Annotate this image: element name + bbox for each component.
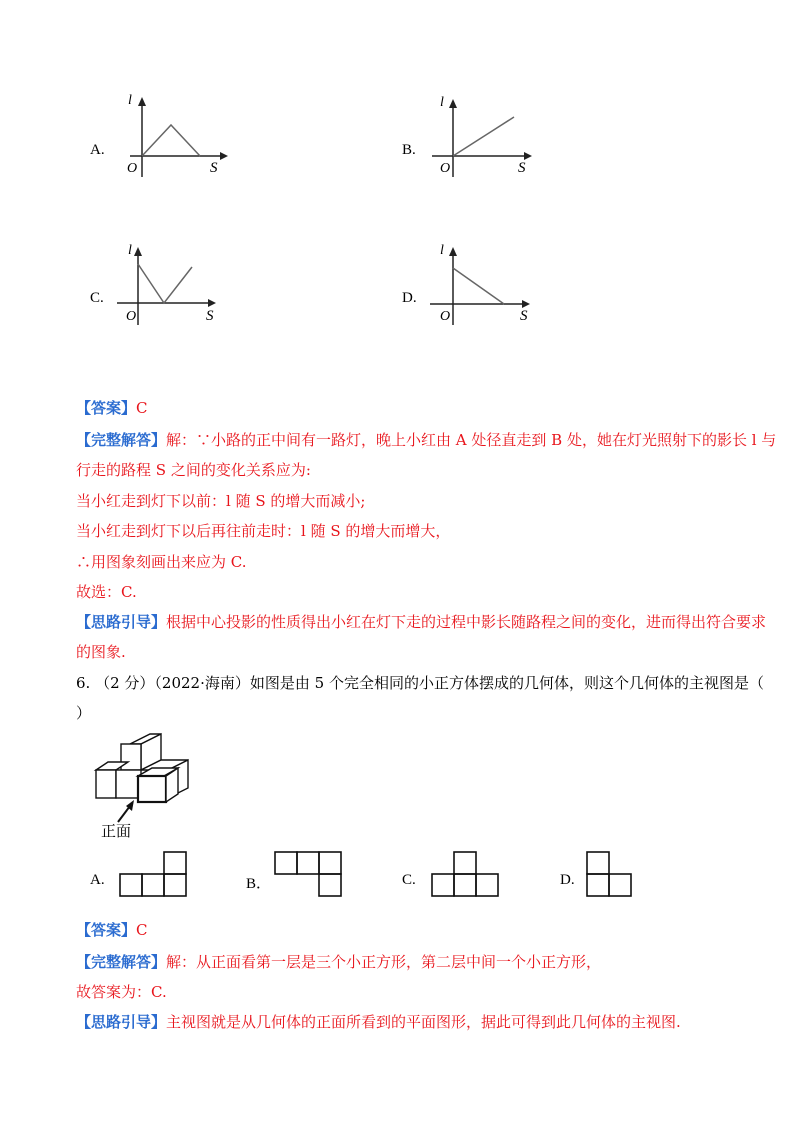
- option-c-label: C.: [90, 290, 104, 306]
- question-score: （2 分）: [95, 674, 155, 692]
- hint-text: 根据中心投影的性质得出小红在灯下走的过程中影长随路程之间的变化，进而得出符合要求: [166, 613, 767, 631]
- q6-option-b-figure: [273, 850, 345, 900]
- q5-solution-line-2: 行走的路程 S 之间的变化关系应为:: [76, 461, 311, 479]
- q6-option-a-figure: [118, 850, 190, 900]
- x-axis-label: S: [206, 308, 214, 324]
- q5-solution-line-4: 当小红走到灯下以后再往前走时：l 随 S 的增大而增大，: [76, 522, 451, 540]
- origin-label: O: [127, 161, 138, 176]
- hint-text: 主视图就是从几何体的正面所看到的平面图形，据此可得到此几何体的主视图.: [166, 1013, 681, 1031]
- question-source: （2022·海南）: [154, 674, 250, 692]
- origin-label: O: [126, 309, 137, 324]
- y-axis-label: l: [440, 243, 444, 258]
- q5-hint-line-2: 的图象.: [76, 643, 126, 661]
- graph-a-curve: [142, 125, 200, 156]
- q5-solution-line-6: 故选：C.: [76, 583, 137, 601]
- cube-solid-figure: [88, 732, 208, 840]
- q6-stem: [76, 673, 764, 693]
- graph-c-curve: [138, 264, 192, 303]
- q6-option-d-figure: [585, 850, 637, 900]
- q5-solution-line-3: 当小红走到灯下以前：l 随 S 的增大而减小;: [76, 492, 366, 510]
- q5-solution-line-5: ∴用图象刻画出来应为 C.: [76, 553, 247, 571]
- option-a-label: A.: [90, 142, 105, 158]
- graph-a: [110, 92, 230, 182]
- y-axis-label: l: [128, 243, 132, 258]
- q5-solution-line-1: [76, 430, 776, 450]
- q6-option-c-figure: [430, 850, 502, 900]
- answer-tag: 【答案】: [76, 921, 137, 939]
- graph-c: [112, 240, 232, 330]
- q6-solution-line-1: [76, 952, 601, 972]
- option-d-label: D.: [402, 290, 417, 306]
- q6-option-d-label: D.: [560, 872, 575, 888]
- solution-tag: 【完整解答】: [76, 953, 167, 971]
- graph-b-curve: [453, 117, 514, 156]
- q6-solution-line-2: 故答案为：C.: [76, 983, 167, 1001]
- answer-value: C: [136, 399, 148, 417]
- option-b-label: B.: [402, 142, 416, 158]
- x-axis-label: S: [520, 308, 528, 324]
- arrow-line: [118, 806, 130, 822]
- answer-tag: 【答案】: [76, 399, 137, 417]
- q5-hint-line-1: [76, 612, 766, 632]
- y-axis-label: l: [440, 95, 444, 110]
- front-view-caption: 正面: [101, 824, 132, 840]
- solution-tag: 【完整解答】: [76, 431, 167, 449]
- q6-answer: [76, 920, 148, 940]
- solution-text: 解：∵小路的正中间有一路灯，晚上小红由 A 处径直走到 B 处，她在灯光照射下的影长 l 与: [166, 431, 777, 449]
- answer-value: C: [136, 921, 148, 939]
- question-text: 如图是由 5 个完全相同的小正方体摆成的几何体，则这个几何体的主视图是（: [249, 674, 764, 692]
- x-axis-label: S: [210, 160, 218, 176]
- q6-option-a-label: A.: [90, 872, 105, 888]
- graph-d: [420, 240, 540, 330]
- graph-b: [420, 92, 540, 182]
- q6-stem-line-2: ）: [76, 704, 92, 722]
- solution-text: 解：从正面看第一层是三个小正方形，第二层中间一个小正方形，: [166, 953, 602, 971]
- q6-option-b-label: B．: [246, 876, 272, 892]
- graph-d-curve: [453, 268, 504, 304]
- y-axis-label: l: [128, 93, 132, 108]
- hint-tag: 【思路引导】: [76, 613, 167, 631]
- q5-answer: [76, 398, 148, 418]
- q6-hint-line-1: [76, 1012, 681, 1032]
- question-number: 6.: [76, 674, 91, 692]
- origin-label: O: [440, 161, 451, 176]
- q6-option-c-label: C.: [402, 872, 416, 888]
- x-axis-label: S: [518, 160, 526, 176]
- hint-tag: 【思路引导】: [76, 1013, 167, 1031]
- origin-label: O: [440, 309, 451, 324]
